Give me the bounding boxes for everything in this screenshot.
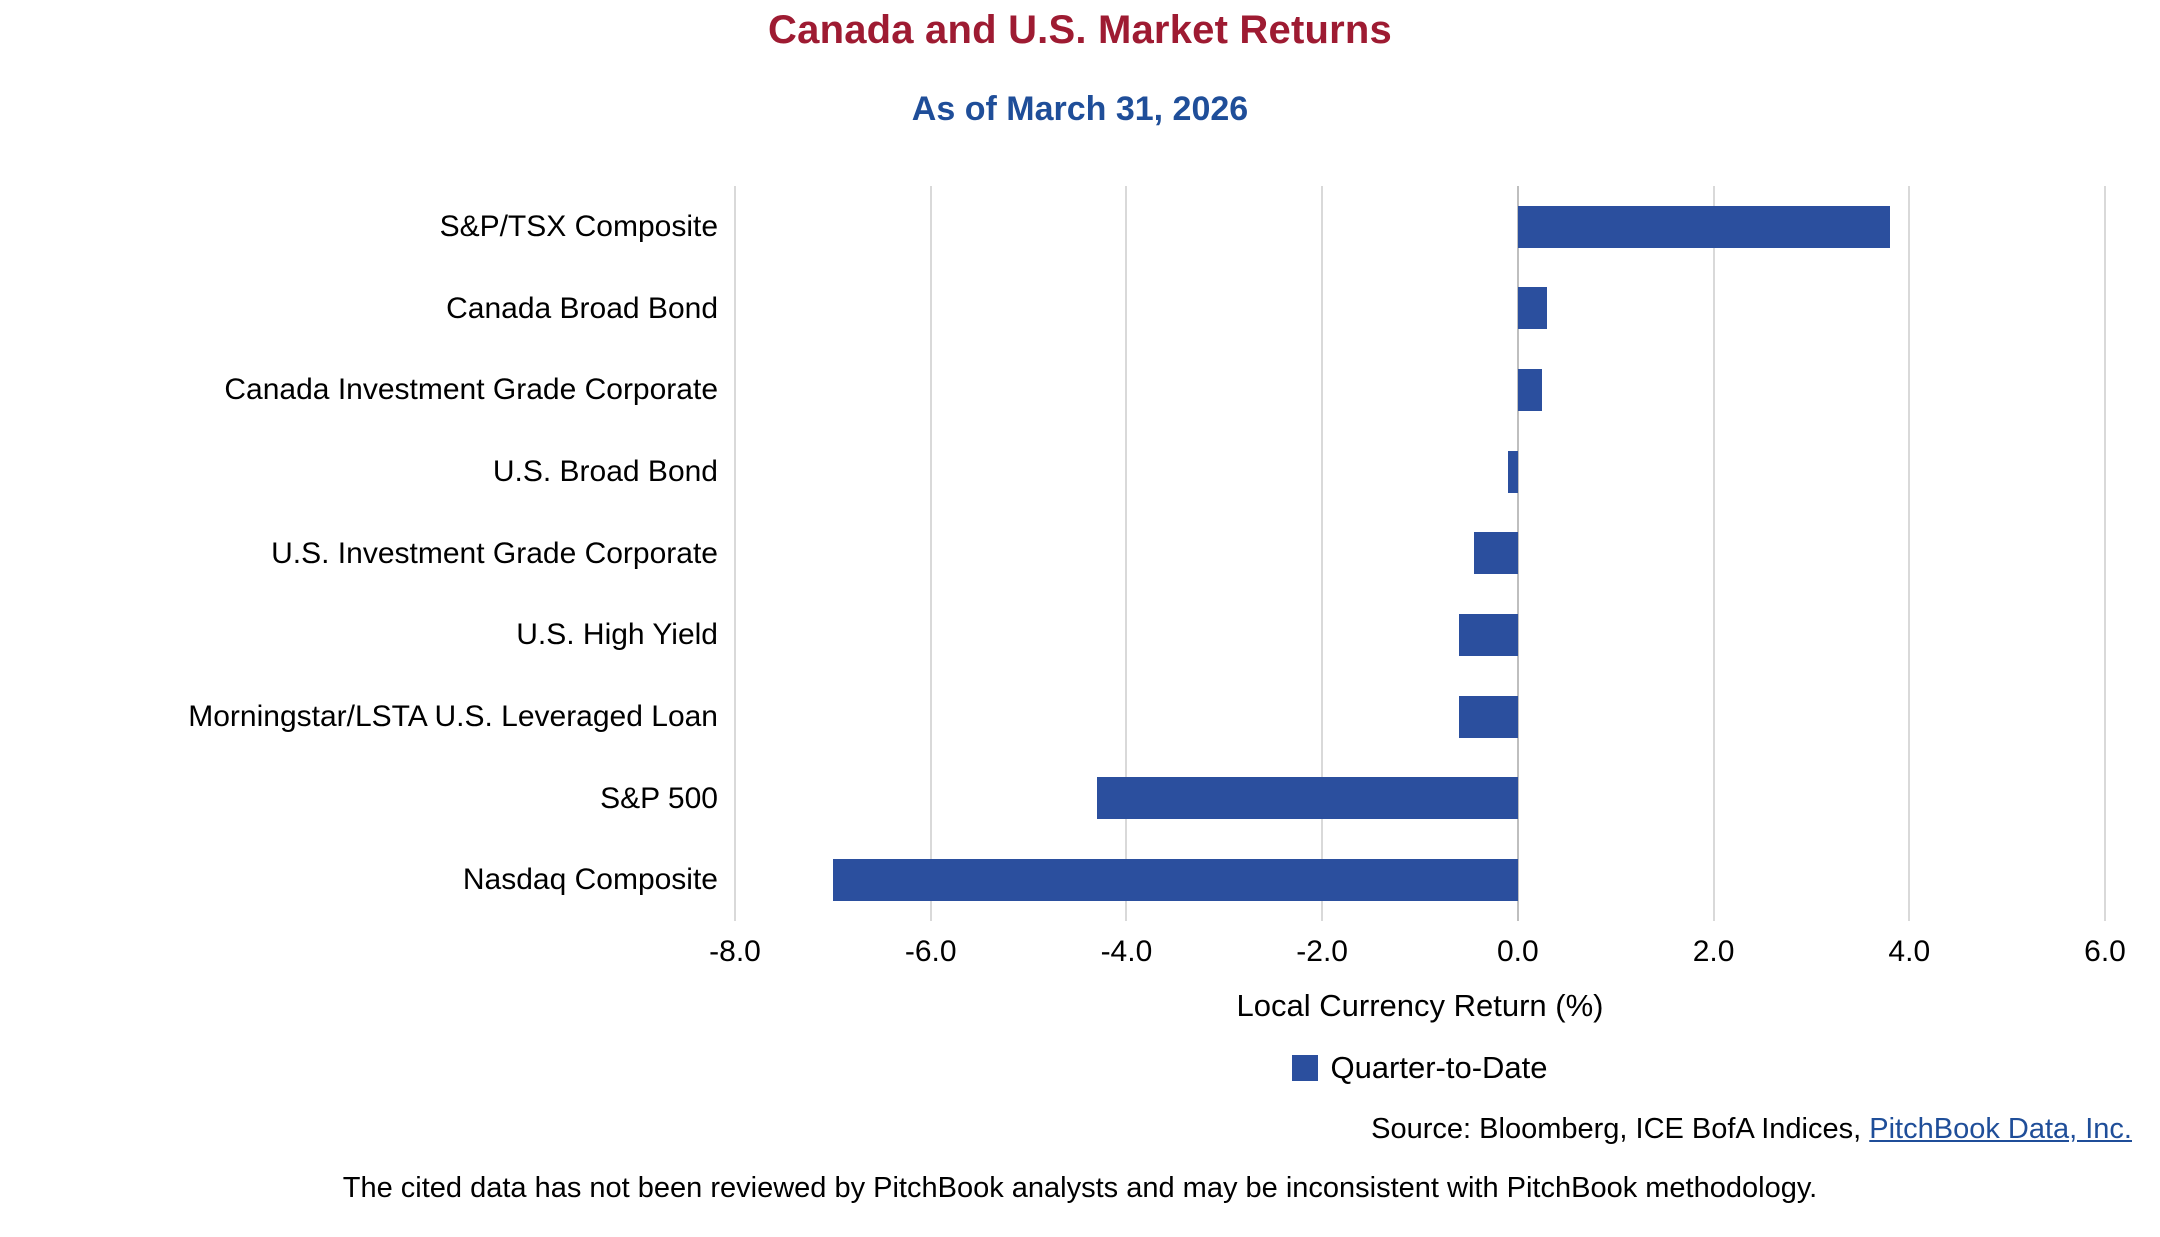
plot-area <box>735 186 2105 921</box>
x-tick-label: 6.0 <box>2084 935 2126 968</box>
x-tick-label: -4.0 <box>1100 935 1153 968</box>
page-title: Canada and U.S. Market Returns <box>768 8 1392 52</box>
bar[interactable] <box>1518 287 1547 329</box>
bar-row <box>735 594 2105 676</box>
x-tick-label: -8.0 <box>709 935 761 968</box>
bar[interactable] <box>1474 532 1518 574</box>
disclaimer-note: The cited data has not been reviewed by PitchBook analysts and may be inconsistent with PitchBook methodology. <box>342 1172 1818 1204</box>
bar-row <box>735 758 2105 840</box>
bar[interactable] <box>1518 206 1890 248</box>
category-label: U.S. Investment Grade Corporate <box>271 536 718 570</box>
legend <box>735 1050 2105 1086</box>
legend-label: Quarter-to-Date <box>1330 1050 1548 1085</box>
bar-series <box>735 186 2105 921</box>
bar-row <box>735 513 2105 595</box>
bar-row <box>735 268 2105 350</box>
x-axis-title: Local Currency Return (%) <box>1236 988 1604 1023</box>
source-prefix: Source: Bloomberg, ICE BofA Indices, <box>1371 1113 1870 1145</box>
category-label: U.S. High Yield <box>516 618 718 652</box>
bar[interactable] <box>1459 614 1518 656</box>
bar-row <box>735 349 2105 431</box>
x-tick-label: 4.0 <box>1888 935 1931 968</box>
bar[interactable] <box>1459 696 1518 738</box>
source-note <box>1371 1113 2132 1146</box>
bar-row <box>735 676 2105 758</box>
legend-swatch-icon <box>1292 1055 1318 1081</box>
page-subtitle: As of March 31, 2026 <box>911 90 1249 128</box>
category-label: S&P/TSX Composite <box>439 209 718 243</box>
bar[interactable] <box>833 859 1518 901</box>
x-tick-label: -2.0 <box>1296 935 1348 968</box>
category-label: Morningstar/LSTA U.S. Leveraged Loan <box>188 699 718 733</box>
category-label: S&P 500 <box>600 781 718 815</box>
bar-row <box>735 431 2105 513</box>
category-label: Canada Broad Bond <box>446 291 718 325</box>
bar-row <box>735 186 2105 268</box>
x-tick-label: -6.0 <box>904 935 957 968</box>
bar[interactable] <box>1518 369 1542 411</box>
x-tick-label: 2.0 <box>1692 935 1735 968</box>
bar-row <box>735 839 2105 921</box>
category-label: Nasdaq Composite <box>462 863 718 897</box>
category-label: U.S. Broad Bond <box>492 454 718 488</box>
x-tick-label: 0.0 <box>1496 935 1539 968</box>
category-label: Canada Investment Grade Corporate <box>224 373 718 407</box>
bar[interactable] <box>1097 777 1518 819</box>
pitchbook-link[interactable]: PitchBook Data, Inc. <box>1869 1113 2132 1145</box>
bar[interactable] <box>1508 451 1518 493</box>
